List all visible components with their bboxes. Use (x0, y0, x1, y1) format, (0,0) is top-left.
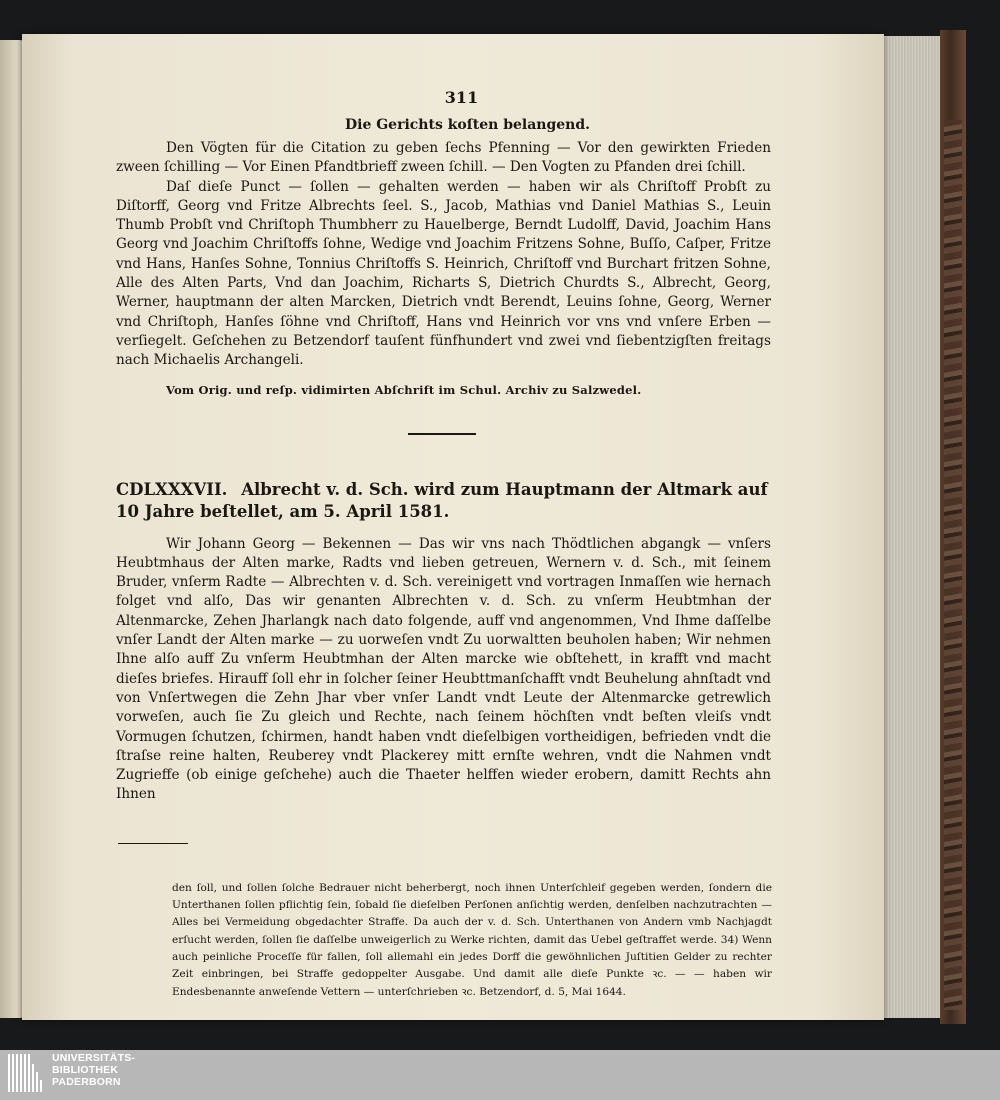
library-logo-icon (8, 1054, 48, 1092)
paragraph-signatories: Daſ dieſe Punct — ſollen — gehalten werden — haben wir als Chriſtoff Probſt zu Diſtorff, Georg vnd Fritze Albrechts ſeel. S., Jacob, Mathias vnd Daniel Mathias S., Leuin Thumb Probſt vnd Chriſtoph Thumbherr zu Hauelberge, Berndt Ludolff, David, Joachim Hans Georg vnd Joachim Chriſtoffs ſohne, Wedige vnd Joachim Fritzens Sohne, Buſſo, Caſper, Fritze vnd Hans, Hanſes Sohne, Tonnius Chriſtoffs S. Heinrich, Chriſtoff vnd Burchart fritzen Sohne, Alle des Alten Parts, Vnd dan Joachim, Richarts S, Dietrich Churdts S., Albrecht, Georg, Werner, hauptmann der alten Marcken, Dietrich vndt Berendt, Leuins ſohne, Georg, Werner vnd Chriſtoph, Hanſes ſöhne vnd Chriſtoff, Hans vnd Heinrich vor vns vnd vnſere Erben — verſiegelt. Geſchehen zu Betzendorf tauſent fünfhundert vnd zwei vnd ſiebentzigſten freitags nach Michaelis Archangeli. (116, 178, 771, 369)
source-note: Vom Orig. und reſp. vidimirten Abſchrift im Schul. Archiv zu Salzwedel. (166, 382, 642, 397)
document-title: Albrecht v. d. Sch. wird zum Hauptmann der Altmark auf 10 Jahre beſtellet, am 5. April 1581. (116, 479, 768, 521)
footnote-rule (118, 843, 188, 844)
left-page-edge (0, 40, 24, 1018)
book-cover-board (940, 30, 966, 1024)
logo-line-2: BIBLIOTHEK (52, 1063, 119, 1076)
logo-line-3: PADERBORN (52, 1075, 121, 1088)
footnote-text: den ſoll, und ſollen ſolche Bedrauer nicht beherbergt, noch ihnen Unterſchleif gegeben werden, ſondern die Unterthanen ſollen pflichtig ſein, ſobald ſie dieſelben Perſonen anſichtig werden, denſelben nachzutrachten — Alles bei Vermeidung obgedachter Straffe. Da auch der v. d. Sch. Unterthanen von Andern vmb Nachjagdt erſucht werden, ſollen ſie daſſelbe unweigerlich zu Werke richten, damit das Uebel geſtraffet werde. 34) Wenn auch peinliche Proceſſe für fallen, ſoll allemahl ein jedes Dorff die gewöhnlichen Juſtitien Gelder zu rechter Zeit einbringen, bei Straffe gedoppelter Ausgabe. Und damit alle dieſe Punkte ꝛc. — — haben wir Endesbenannte anweſende Vettern — unterſchrieben ꝛc. Betzendorf, d. 5, Mai 1644. (172, 881, 772, 998)
page-content (116, 88, 771, 1001)
library-logo-text[interactable] (52, 1053, 135, 1088)
document-number: CDLXXXVII. (116, 479, 228, 499)
paragraph-costs: Den Vögten für die Citation zu geben ſechs Pfenning — Vor den gewirkten Frieden zween ſchilling — Vor Einen Pfandtbrieff zween ſchill. — Den Vogten zu Pfanden drei ſchill. (116, 140, 771, 176)
logo-line-1: UNIVERSITÄTS- (52, 1052, 136, 1064)
paragraph-document-body: Wir Johann Georg — Bekennen — Das wir vns nach Thödtlichen abgangk — vnſers Heubtmhaus der Alten marke, Radts vnd lieben getreuen, Wernern v. d. Sch., mit ſeinem Bruder, vnſerm Radte — Albrechten v. d. Sch. vereinigett vnd vortragen Inmaſſen wie hernach folget vnd alſo, Das wir genanten Albrechten v. d. Sch. zu vnſerm Heubtmhan der Altenmarcke, Zehen Jharlangk nach dato folgende, auff vnd angenommen, Vnd Ihme daſſelbe vnſer Landt der Alten marke — zu uorweſen vndt Zu uorwaltten beuholen haben; Wir nehmen Ihne alſo auff Zu vnſerm Heubtmhan der Alten marcke wie obſtehett, in krafft vnd macht dieſes briefes. Hirauff ſoll ehr in ſolcher ſeiner Heubttmanſchafft vndt Beuhelung ahnſtadt vnd von Vnſertwegen die Zehn Jhar vber vnſer Landt vndt Leute der Altenmarcke getrewlich vorweſen, auch ſie Zu gleich und Rechte, nach ſeinem höchſten vndt beſten vleiſs vndt Vormugen ſchutzen, ſchirmen, handt haben vndt dieſelbigen vortheidigen, befrieden vndt die ſtraſse reine halten, Reuberey vndt Plackerey mitt ernſte wehren, vndt die Nahmen vndt Zugrieffe (ob einige geſchehe) auch die Thaeter helffen wieder erobern, damitt Rechts ahn Ihnen (116, 535, 771, 803)
document-heading (116, 479, 771, 523)
section-heading: Die Gerichts koſten belangend. (344, 117, 590, 133)
page-number: 311 (444, 88, 479, 107)
section-divider (408, 433, 476, 435)
page-stack-edges (880, 36, 942, 1018)
footer-bar (0, 1050, 1000, 1100)
